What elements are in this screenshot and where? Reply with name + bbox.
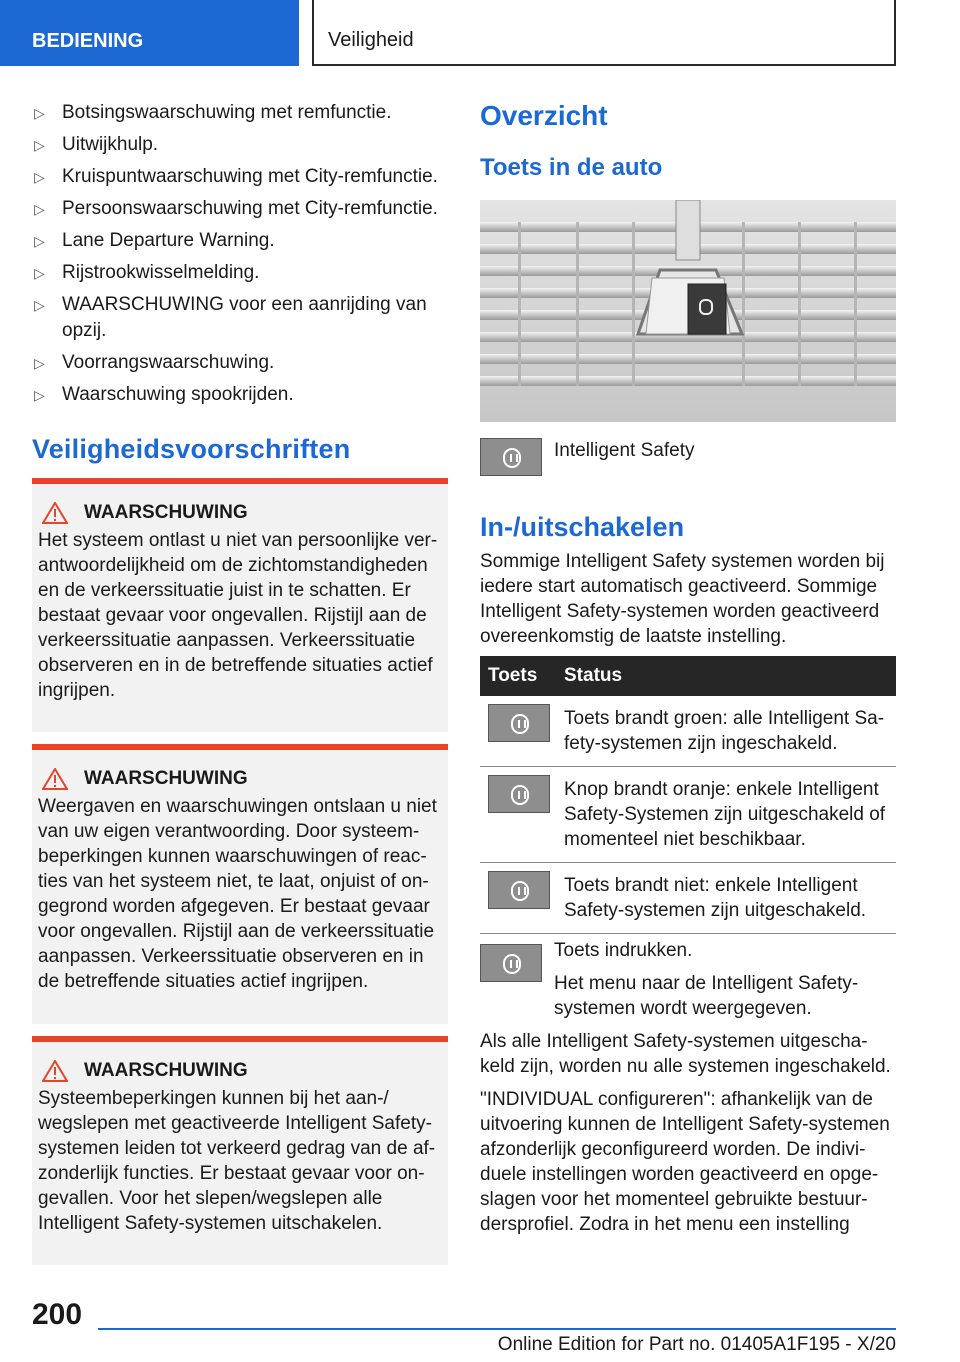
table-header bbox=[480, 656, 896, 696]
page-number: 200 bbox=[32, 1298, 83, 1331]
warning-title: WAARSCHUWING bbox=[38, 502, 440, 524]
toggle-heading: In-/uitschakelen bbox=[480, 512, 685, 542]
list-item: ▷ Botsingswaarschuwing met remfunctie. bbox=[32, 100, 448, 126]
list-item: ▷ Persoonswaarschuwing met City-remfunctie. bbox=[32, 196, 448, 222]
triangle-bullet-icon: ▷ bbox=[34, 265, 45, 281]
col-header-status: Status bbox=[556, 656, 896, 696]
section-tab bbox=[0, 0, 299, 66]
instruction-result: Het menu naar de Intelligent Safety-systemen wordt weergegeven. bbox=[554, 973, 859, 1019]
intelligent-safety-button-icon bbox=[480, 944, 542, 982]
status-cell: Toets brandt groen: alle Intelligent Sa-fety-systemen zijn ingeschakeld. bbox=[556, 696, 896, 767]
warning-title: WAARSCHUWING bbox=[38, 1060, 440, 1082]
warning-triangle-icon bbox=[42, 502, 68, 524]
table-row bbox=[480, 767, 896, 863]
warning-triangle-icon bbox=[42, 768, 68, 790]
table-row bbox=[480, 863, 896, 934]
table-row bbox=[480, 696, 896, 767]
paragraph: Als alle Intelligent Safety-systemen uitgescha-keld zijn, worden nu alle systemen ingeschakeld. bbox=[480, 1031, 891, 1077]
list-item: ▷ WAARSCHUWING voor een aanrijding van opzij. bbox=[34, 294, 427, 341]
list-item: ▷ Rijstrookwisselmelding. bbox=[32, 260, 448, 286]
toggle-section bbox=[480, 512, 896, 649]
edition-label: Online Edition for Part no. 01405A1F195 - X/20 bbox=[497, 1334, 896, 1355]
warning-box bbox=[32, 744, 448, 1024]
triangle-bullet-icon: ▷ bbox=[34, 355, 45, 371]
chapter-tab bbox=[312, 0, 896, 66]
intelligent-safety-button-icon bbox=[480, 438, 542, 476]
triangle-bullet-icon: ▷ bbox=[34, 233, 45, 249]
warning-text: Weergaven en waarschuwingen ontslaan u niet van uw eigen verantwoording. Door systeem-beperkingen kunnen waarschuwingen of reac-ties van het systeem niet, te laat, onjuist of on-gegrond worden afgegeven. Er bestaat gevaar voor ongevallen. Rijstijl aan de verkeerssituatie aanpassen. Verkeerssituatie observeren en in de betreffende situaties actief ingrijpen. bbox=[38, 796, 437, 992]
triangle-bullet-icon: ▷ bbox=[34, 137, 45, 153]
button-location-photo bbox=[480, 200, 896, 422]
overview-heading: Overzicht bbox=[480, 100, 608, 131]
button-off-icon bbox=[488, 871, 550, 909]
paragraph: "INDIVIDUAL configureren": afhankelijk van de uitvoering kunnen de Intelligent Safety-systemen afzonderlijk geconfigureerd worden. De indivi-duele instellingen worden geactiveerd en opge-slagen voor het momenteel gebruikte bestuur-dersprofiel. Zodra in het menu een instelling bbox=[480, 1089, 890, 1235]
warning-text: Systeembeperkingen kunnen bij het aan-/ wegslepen met geactiveerde Intelligent Safety-systemen leiden tot verkeerd gedrag van de af-zonderlijk functies. Er bestaat gevaar voor on-gevallen. Voor het slepen/wegslepen alle Intelligent Safety-systemen uitschakelen. bbox=[38, 1088, 436, 1234]
press-instructions bbox=[480, 938, 896, 1237]
triangle-bullet-icon: ▷ bbox=[34, 105, 45, 121]
footer-divider bbox=[98, 1328, 896, 1330]
intelligent-safety-button-row bbox=[480, 438, 896, 481]
warning-title: WAARSCHUWING bbox=[38, 768, 440, 790]
col-header-button: Toets bbox=[480, 656, 556, 696]
triangle-bullet-icon: ▷ bbox=[34, 201, 45, 217]
triangle-bullet-icon: ▷ bbox=[34, 297, 45, 313]
warning-text: Het systeem ontlast u niet van persoonlijke ver-antwoordelijkheid om de zichtomstandigheden en de verkeerssituatie juist in te schatten. Er bestaat gevaar voor ongevallen. Rijstijl aan de verkeerssituatie aanpassen. Verkeerssituatie observeren en in de betreffende situaties actief ingrijpen. bbox=[38, 530, 438, 701]
button-label: Intelligent Safety bbox=[554, 440, 695, 461]
feature-list bbox=[32, 100, 448, 408]
status-cell: Toets brandt niet: enkele Intelligent Safety-systemen zijn uitgeschakeld. bbox=[556, 863, 896, 934]
list-item: ▷ Waarschuwing spookrijden. bbox=[32, 382, 448, 408]
warning-triangle-icon bbox=[42, 1060, 68, 1082]
status-table bbox=[480, 656, 896, 934]
list-item: ▷ Lane Departure Warning. bbox=[32, 228, 448, 254]
status-cell: Knop brandt oranje: enkele Intelligent Safety-Systemen zijn uitgeschakeld of momenteel niet beschikbaar. bbox=[556, 767, 896, 863]
list-item: ▷ Uitwijkhulp. bbox=[32, 132, 448, 158]
warning-box bbox=[32, 1036, 448, 1265]
section-label: BEDIENING bbox=[32, 30, 144, 52]
button-green-icon bbox=[488, 704, 550, 742]
left-column bbox=[32, 100, 448, 465]
instruction-step: Toets indrukken. bbox=[554, 940, 693, 961]
chapter-label: Veiligheid bbox=[328, 29, 414, 51]
right-column bbox=[480, 100, 896, 182]
button-orange-icon bbox=[488, 775, 550, 813]
list-item: ▷ Voorrangswaarschuwing. bbox=[32, 350, 448, 376]
grille-photo-illustration bbox=[480, 200, 896, 422]
warning-box bbox=[32, 478, 448, 732]
toggle-text: Sommige Intelligent Safety systemen worden bij iedere start automatisch geactiveerd. Sommige Intelligent Safety-systemen worden geactiveerd overeenkomstig de laatste instelling. bbox=[480, 551, 885, 647]
safety-heading: Veiligheidsvoorschriften bbox=[32, 434, 351, 464]
triangle-bullet-icon: ▷ bbox=[34, 387, 45, 403]
list-item: ▷ Kruispuntwaarschuwing met City-remfunctie. bbox=[32, 164, 448, 190]
button-in-car-heading: Toets in de auto bbox=[480, 154, 663, 181]
triangle-bullet-icon: ▷ bbox=[34, 169, 45, 185]
